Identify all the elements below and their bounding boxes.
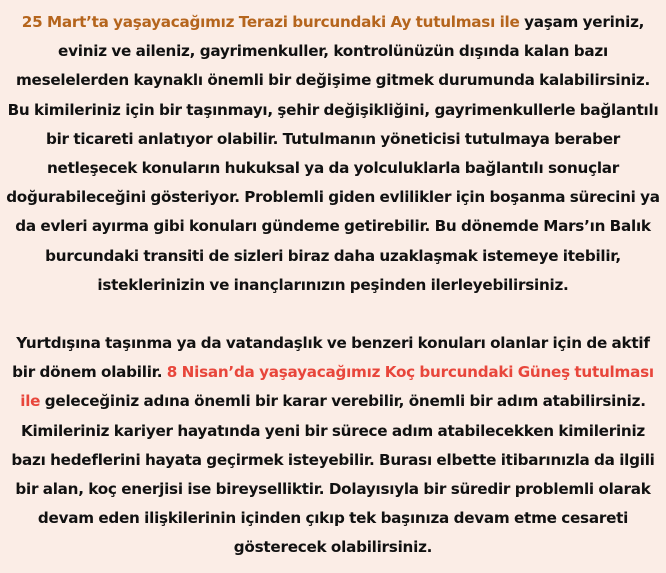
lunar-eclipse-highlight: 25 Mart’ta yaşayacağımız Terazi burcundaki Ay tutulması ile <box>21 13 520 31</box>
paragraph-solar-eclipse <box>4 329 662 563</box>
paragraph-2-text-before: Yurtdışına taşınma ya da vatandaşlık ve benzeri konuları olanlar için de aktif bir dönem olabilir. <box>12 334 650 382</box>
paragraph-lunar-eclipse <box>4 8 662 300</box>
paragraph-2-text-after: geleceğiniz adına önemli bir karar verebilir, önemli bir adım atabilirsiniz. Kimileriniz kariyer hayatında yeni bir sürece adım atabilecekken kimileriniz bazı hedeflerini hayata geçirmek isteyebilir. Burası elbette itibarınızla da ilgili bir alan, koç enerjisi ise bireyselliktir. Dolayısıyla bir süredir problemli olarak devam eden ilişkilerinin içinden çıkıp tek başınıza devam etme cesareti gösterecek olabilirsiniz. <box>11 392 655 557</box>
paragraph-1-text: yaşam yeriniz, eviniz ve aileniz, gayrimenkuller, kontrolünüzün dışında kalan bazı meselelerden kaynaklı önemli bir değişime gitmek durumunda kalabilirsiniz. Bu kimileriniz için bir taşınmayı, şehir değişikliğini, gayrimenkullerle bağlantılı bir ticareti anlatıyor olabilir. Tutulmanın yöneticisi tutulmaya beraber netleşecek konuların hukuksal ya da yolculuklarla bağlantılı sonuçlar doğurabileceğini gösteriyor. Problemli giden evlilikler için boşanma sürecini ya da evleri ayırma gibi konuları gündeme getirebilir. Bu dönemde Mars’ın Balık burcundaki transiti de sizleri biraz daha uzaklaşmak istemeye itebilir, isteklerinizin ve inançlarınızın peşinden ilerleyebilirsiniz. <box>6 13 660 294</box>
solar-eclipse-highlight: 8 Nisan’da yaşayacağımız Koç burcundaki Güneş tutulması ile <box>20 363 654 411</box>
